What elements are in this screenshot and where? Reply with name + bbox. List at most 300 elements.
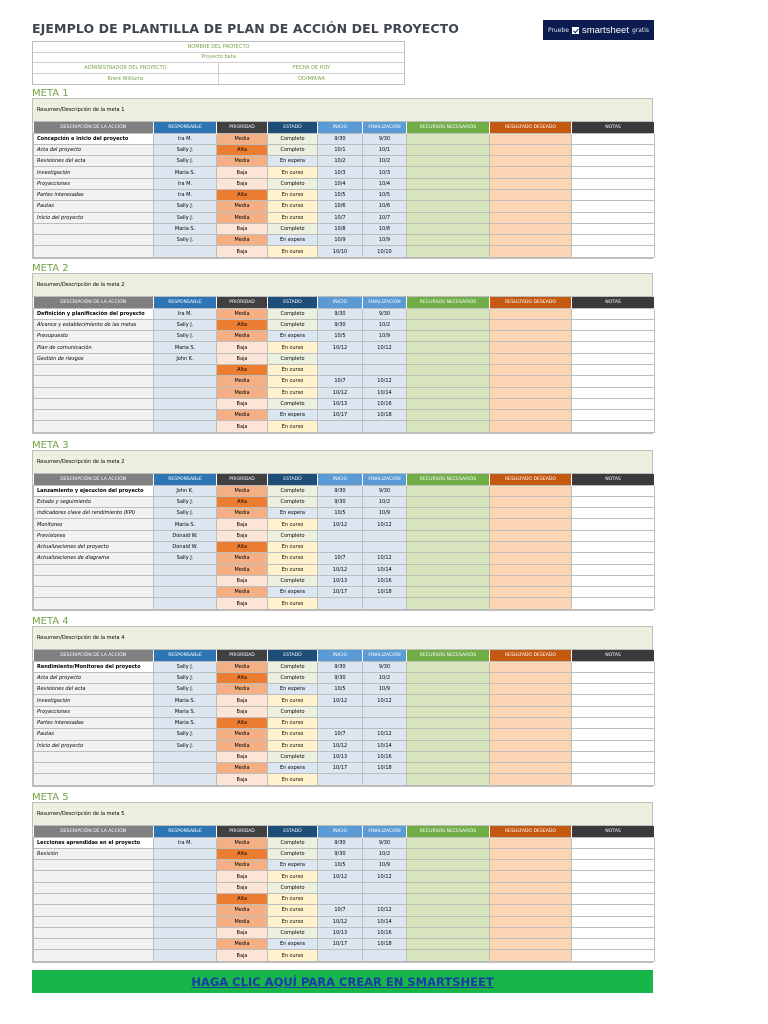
priority-cell[interactable]: Media — [217, 387, 268, 398]
action-description-cell[interactable] — [34, 751, 154, 762]
start-date-cell[interactable]: 9/30 — [318, 661, 363, 672]
start-date-cell[interactable]: 9/30 — [318, 133, 363, 144]
desired-result-cell[interactable] — [490, 672, 572, 683]
start-date-cell[interactable] — [318, 364, 363, 375]
priority-cell[interactable]: Alta — [217, 717, 268, 728]
start-date-cell[interactable]: 10/17 — [318, 939, 363, 950]
end-date-cell[interactable] — [363, 882, 407, 893]
admin-value[interactable]: Brent Williams — [107, 75, 144, 82]
resources-cell[interactable] — [407, 353, 490, 364]
status-cell[interactable]: En espera — [268, 331, 318, 342]
priority-cell[interactable]: Media — [217, 684, 268, 695]
start-date-cell[interactable]: 10/17 — [318, 587, 363, 598]
action-description-cell[interactable] — [34, 763, 154, 774]
resources-cell[interactable] — [407, 235, 490, 246]
responsible-cell[interactable]: Maria S. — [154, 167, 217, 178]
status-cell[interactable]: En curso — [268, 871, 318, 882]
notes-cell[interactable] — [572, 342, 655, 353]
desired-result-cell[interactable] — [490, 905, 572, 916]
status-cell[interactable]: En curso — [268, 189, 318, 200]
end-date-cell[interactable]: 10/16 — [363, 575, 407, 586]
desired-result-cell[interactable] — [490, 939, 572, 950]
status-cell[interactable]: Completo — [268, 398, 318, 409]
action-description-cell[interactable]: Rendimiento/Monitoreo del proyecto — [34, 661, 154, 672]
resources-cell[interactable] — [407, 893, 490, 904]
status-cell[interactable]: En curso — [268, 893, 318, 904]
start-date-cell[interactable]: 9/30 — [318, 848, 363, 859]
priority-cell[interactable]: Media — [217, 860, 268, 871]
resources-cell[interactable] — [407, 598, 490, 609]
status-cell[interactable]: Completo — [268, 575, 318, 586]
desired-result-cell[interactable] — [490, 774, 572, 785]
action-description-cell[interactable]: Concepción e inicio del proyecto — [34, 133, 154, 144]
action-description-cell[interactable]: Partes interesadas — [34, 189, 154, 200]
desired-result-cell[interactable] — [490, 882, 572, 893]
status-cell[interactable]: En curso — [268, 364, 318, 375]
action-description-cell[interactable]: Revisiones del acta — [34, 156, 154, 167]
status-cell[interactable]: Completo — [268, 178, 318, 189]
notes-cell[interactable] — [572, 189, 655, 200]
desired-result-cell[interactable] — [490, 695, 572, 706]
end-date-cell[interactable]: 10/8 — [363, 223, 407, 234]
end-date-cell[interactable]: 10/3 — [363, 167, 407, 178]
responsible-cell[interactable] — [154, 882, 217, 893]
priority-cell[interactable]: Baja — [217, 246, 268, 257]
end-date-cell[interactable] — [363, 774, 407, 785]
start-date-cell[interactable] — [318, 353, 363, 364]
notes-cell[interactable] — [572, 331, 655, 342]
desired-result-cell[interactable] — [490, 485, 572, 496]
date-value[interactable]: DD/MM/AA — [218, 74, 404, 85]
notes-cell[interactable] — [572, 376, 655, 387]
status-cell[interactable]: Completo — [268, 837, 318, 848]
notes-cell[interactable] — [572, 717, 655, 728]
priority-cell[interactable]: Media — [217, 235, 268, 246]
notes-cell[interactable] — [572, 763, 655, 774]
start-date-cell[interactable]: 10/13 — [318, 927, 363, 938]
priority-cell[interactable]: Alta — [217, 496, 268, 507]
priority-cell[interactable]: Media — [217, 553, 268, 564]
end-date-cell[interactable]: 10/1 — [363, 144, 407, 155]
resources-cell[interactable] — [407, 376, 490, 387]
resources-cell[interactable] — [407, 519, 490, 530]
action-description-cell[interactable] — [34, 376, 154, 387]
action-description-cell[interactable] — [34, 774, 154, 785]
action-description-cell[interactable]: Investigación — [34, 695, 154, 706]
status-cell[interactable]: Completo — [268, 144, 318, 155]
start-date-cell[interactable]: 10/12 — [318, 916, 363, 927]
desired-result-cell[interactable] — [490, 751, 572, 762]
status-cell[interactable]: Completo — [268, 882, 318, 893]
status-cell[interactable]: Completo — [268, 496, 318, 507]
priority-cell[interactable]: Media — [217, 740, 268, 751]
notes-cell[interactable] — [572, 916, 655, 927]
responsible-cell[interactable]: Sally J. — [154, 661, 217, 672]
priority-cell[interactable]: Baja — [217, 575, 268, 586]
responsible-cell[interactable]: Sally J. — [154, 553, 217, 564]
notes-cell[interactable] — [572, 235, 655, 246]
start-date-cell[interactable]: 9/30 — [318, 485, 363, 496]
start-date-cell[interactable]: 10/7 — [318, 553, 363, 564]
resources-cell[interactable] — [407, 575, 490, 586]
action-description-cell[interactable] — [34, 598, 154, 609]
end-date-cell[interactable]: 10/12 — [363, 871, 407, 882]
meta-summary[interactable]: Resumen/Descripción de la meta 1 — [33, 99, 652, 122]
resources-cell[interactable] — [407, 553, 490, 564]
responsible-cell[interactable]: Sally J. — [154, 729, 217, 740]
resources-cell[interactable] — [407, 717, 490, 728]
notes-cell[interactable] — [572, 353, 655, 364]
status-cell[interactable]: Completo — [268, 223, 318, 234]
resources-cell[interactable] — [407, 740, 490, 751]
status-cell[interactable]: En curso — [268, 541, 318, 552]
end-date-cell[interactable] — [363, 598, 407, 609]
responsible-cell[interactable] — [154, 410, 217, 421]
status-cell[interactable]: Completo — [268, 353, 318, 364]
desired-result-cell[interactable] — [490, 342, 572, 353]
desired-result-cell[interactable] — [490, 871, 572, 882]
desired-result-cell[interactable] — [490, 223, 572, 234]
start-date-cell[interactable]: 10/5 — [318, 508, 363, 519]
resources-cell[interactable] — [407, 178, 490, 189]
end-date-cell[interactable]: 10/12 — [363, 695, 407, 706]
responsible-cell[interactable] — [154, 376, 217, 387]
status-cell[interactable]: En curso — [268, 564, 318, 575]
start-date-cell[interactable]: 10/3 — [318, 167, 363, 178]
responsible-cell[interactable]: Sally J. — [154, 156, 217, 167]
status-cell[interactable]: Completo — [268, 530, 318, 541]
priority-cell[interactable]: Alta — [217, 319, 268, 330]
action-description-cell[interactable]: Estado y seguimiento — [34, 496, 154, 507]
status-cell[interactable]: En curso — [268, 905, 318, 916]
end-date-cell[interactable]: 10/12 — [363, 729, 407, 740]
resources-cell[interactable] — [407, 587, 490, 598]
status-cell[interactable]: En espera — [268, 684, 318, 695]
start-date-cell[interactable]: 9/30 — [318, 672, 363, 683]
notes-cell[interactable] — [572, 905, 655, 916]
start-date-cell[interactable] — [318, 421, 363, 432]
end-date-cell[interactable] — [363, 893, 407, 904]
resources-cell[interactable] — [407, 672, 490, 683]
desired-result-cell[interactable] — [490, 553, 572, 564]
priority-cell[interactable]: Media — [217, 661, 268, 672]
end-date-cell[interactable]: 10/18 — [363, 410, 407, 421]
resources-cell[interactable] — [407, 939, 490, 950]
action-description-cell[interactable]: Partes interesadas — [34, 717, 154, 728]
resources-cell[interactable] — [407, 246, 490, 257]
action-description-cell[interactable] — [34, 950, 154, 961]
responsible-cell[interactable] — [154, 246, 217, 257]
action-description-cell[interactable] — [34, 223, 154, 234]
start-date-cell[interactable] — [318, 893, 363, 904]
action-description-cell[interactable]: Revisiones del acta — [34, 684, 154, 695]
action-description-cell[interactable]: Proyecciones — [34, 706, 154, 717]
desired-result-cell[interactable] — [490, 144, 572, 155]
status-cell[interactable]: En curso — [268, 695, 318, 706]
desired-result-cell[interactable] — [490, 353, 572, 364]
notes-cell[interactable] — [572, 387, 655, 398]
action-description-cell[interactable] — [34, 421, 154, 432]
resources-cell[interactable] — [407, 905, 490, 916]
status-cell[interactable]: Completo — [268, 751, 318, 762]
end-date-cell[interactable] — [363, 353, 407, 364]
end-date-cell[interactable]: 10/16 — [363, 398, 407, 409]
notes-cell[interactable] — [572, 156, 655, 167]
notes-cell[interactable] — [572, 410, 655, 421]
responsible-cell[interactable]: Donald W. — [154, 541, 217, 552]
priority-cell[interactable]: Alta — [217, 364, 268, 375]
resources-cell[interactable] — [407, 410, 490, 421]
priority-cell[interactable]: Baja — [217, 353, 268, 364]
responsible-cell[interactable] — [154, 398, 217, 409]
notes-cell[interactable] — [572, 364, 655, 375]
desired-result-cell[interactable] — [490, 519, 572, 530]
notes-cell[interactable] — [572, 553, 655, 564]
end-date-cell[interactable]: 10/2 — [363, 848, 407, 859]
status-cell[interactable]: En curso — [268, 950, 318, 961]
resources-cell[interactable] — [407, 308, 490, 319]
desired-result-cell[interactable] — [490, 410, 572, 421]
start-date-cell[interactable]: 10/5 — [318, 331, 363, 342]
responsible-cell[interactable]: Maria S. — [154, 223, 217, 234]
notes-cell[interactable] — [572, 319, 655, 330]
action-description-cell[interactable]: Proyecciones — [34, 178, 154, 189]
notes-cell[interactable] — [572, 598, 655, 609]
resources-cell[interactable] — [407, 398, 490, 409]
start-date-cell[interactable]: 10/9 — [318, 235, 363, 246]
desired-result-cell[interactable] — [490, 308, 572, 319]
priority-cell[interactable]: Media — [217, 587, 268, 598]
desired-result-cell[interactable] — [490, 729, 572, 740]
priority-cell[interactable]: Media — [217, 729, 268, 740]
resources-cell[interactable] — [407, 774, 490, 785]
action-description-cell[interactable]: Inicio del proyecto — [34, 212, 154, 223]
end-date-cell[interactable] — [363, 717, 407, 728]
desired-result-cell[interactable] — [490, 706, 572, 717]
notes-cell[interactable] — [572, 927, 655, 938]
resources-cell[interactable] — [407, 167, 490, 178]
priority-cell[interactable]: Media — [217, 156, 268, 167]
end-date-cell[interactable]: 10/14 — [363, 387, 407, 398]
priority-cell[interactable]: Media — [217, 564, 268, 575]
resources-cell[interactable] — [407, 342, 490, 353]
action-description-cell[interactable]: Acta del proyecto — [34, 144, 154, 155]
start-date-cell[interactable]: 10/1 — [318, 144, 363, 155]
priority-cell[interactable]: Media — [217, 508, 268, 519]
responsible-cell[interactable]: Maria S. — [154, 717, 217, 728]
action-description-cell[interactable] — [34, 398, 154, 409]
action-description-cell[interactable]: Indicadores clave del rendimiento (KPI) — [34, 508, 154, 519]
end-date-cell[interactable]: 10/9 — [363, 235, 407, 246]
start-date-cell[interactable]: 10/10 — [318, 246, 363, 257]
desired-result-cell[interactable] — [490, 860, 572, 871]
action-description-cell[interactable]: Gestión de riesgos — [34, 353, 154, 364]
action-description-cell[interactable]: Monitoreo — [34, 519, 154, 530]
responsible-cell[interactable] — [154, 421, 217, 432]
priority-cell[interactable]: Baja — [217, 751, 268, 762]
end-date-cell[interactable]: 10/16 — [363, 927, 407, 938]
resources-cell[interactable] — [407, 860, 490, 871]
notes-cell[interactable] — [572, 893, 655, 904]
priority-cell[interactable]: Baja — [217, 398, 268, 409]
action-description-cell[interactable]: Actualizaciones de diagrama — [34, 553, 154, 564]
end-date-cell[interactable]: 10/12 — [363, 553, 407, 564]
start-date-cell[interactable] — [318, 950, 363, 961]
end-date-cell[interactable]: 10/14 — [363, 564, 407, 575]
responsible-cell[interactable]: Sally J. — [154, 331, 217, 342]
status-cell[interactable]: En curso — [268, 201, 318, 212]
end-date-cell[interactable]: 10/4 — [363, 178, 407, 189]
create-in-smartsheet-button[interactable] — [32, 970, 653, 993]
notes-cell[interactable] — [572, 575, 655, 586]
responsible-cell[interactable]: Ira M. — [154, 308, 217, 319]
resources-cell[interactable] — [407, 508, 490, 519]
resources-cell[interactable] — [407, 950, 490, 961]
status-cell[interactable]: Completo — [268, 927, 318, 938]
desired-result-cell[interactable] — [490, 587, 572, 598]
resources-cell[interactable] — [407, 684, 490, 695]
resources-cell[interactable] — [407, 848, 490, 859]
responsible-cell[interactable]: Sally J. — [154, 201, 217, 212]
priority-cell[interactable]: Media — [217, 331, 268, 342]
status-cell[interactable]: En espera — [268, 235, 318, 246]
notes-cell[interactable] — [572, 740, 655, 751]
start-date-cell[interactable]: 10/12 — [318, 564, 363, 575]
resources-cell[interactable] — [407, 319, 490, 330]
resources-cell[interactable] — [407, 871, 490, 882]
start-date-cell[interactable] — [318, 706, 363, 717]
start-date-cell[interactable]: 10/7 — [318, 729, 363, 740]
end-date-cell[interactable]: 10/18 — [363, 763, 407, 774]
priority-cell[interactable]: Baja — [217, 178, 268, 189]
desired-result-cell[interactable] — [490, 848, 572, 859]
responsible-cell[interactable]: Sally J. — [154, 740, 217, 751]
end-date-cell[interactable]: 10/5 — [363, 189, 407, 200]
responsible-cell[interactable] — [154, 774, 217, 785]
notes-cell[interactable] — [572, 496, 655, 507]
notes-cell[interactable] — [572, 398, 655, 409]
action-description-cell[interactable] — [34, 587, 154, 598]
start-date-cell[interactable]: 10/6 — [318, 201, 363, 212]
start-date-cell[interactable]: 10/7 — [318, 376, 363, 387]
notes-cell[interactable] — [572, 308, 655, 319]
responsible-cell[interactable] — [154, 598, 217, 609]
action-description-cell[interactable]: Alcance y establecimiento de las metas — [34, 319, 154, 330]
notes-cell[interactable] — [572, 882, 655, 893]
notes-cell[interactable] — [572, 246, 655, 257]
desired-result-cell[interactable] — [490, 331, 572, 342]
start-date-cell[interactable]: 9/30 — [318, 837, 363, 848]
end-date-cell[interactable]: 10/9 — [363, 508, 407, 519]
status-cell[interactable]: Completo — [268, 672, 318, 683]
responsible-cell[interactable]: Sally J. — [154, 144, 217, 155]
start-date-cell[interactable]: 9/30 — [318, 496, 363, 507]
responsible-cell[interactable] — [154, 860, 217, 871]
resources-cell[interactable] — [407, 706, 490, 717]
end-date-cell[interactable]: 9/30 — [363, 837, 407, 848]
responsible-cell[interactable]: Maria S. — [154, 342, 217, 353]
cta-link-text[interactable]: HAGA CLIC AQUÍ PARA CREAR EN SMARTSHEET — [191, 974, 494, 989]
action-description-cell[interactable]: Definición y planificación del proyecto — [34, 308, 154, 319]
notes-cell[interactable] — [572, 212, 655, 223]
action-description-cell[interactable]: Presupuesto — [34, 331, 154, 342]
resources-cell[interactable] — [407, 364, 490, 375]
desired-result-cell[interactable] — [490, 189, 572, 200]
end-date-cell[interactable]: 10/16 — [363, 751, 407, 762]
resources-cell[interactable] — [407, 837, 490, 848]
start-date-cell[interactable]: 10/12 — [318, 695, 363, 706]
start-date-cell[interactable] — [318, 530, 363, 541]
status-cell[interactable]: En curso — [268, 246, 318, 257]
desired-result-cell[interactable] — [490, 167, 572, 178]
responsible-cell[interactable]: Sally J. — [154, 212, 217, 223]
end-date-cell[interactable]: 10/12 — [363, 519, 407, 530]
status-cell[interactable]: Completo — [268, 848, 318, 859]
status-cell[interactable]: En curso — [268, 342, 318, 353]
meta-summary[interactable]: Resumen/Descripción de la meta 5 — [33, 803, 652, 826]
desired-result-cell[interactable] — [490, 178, 572, 189]
start-date-cell[interactable]: 9/30 — [318, 319, 363, 330]
desired-result-cell[interactable] — [490, 717, 572, 728]
start-date-cell[interactable]: 10/13 — [318, 398, 363, 409]
notes-cell[interactable] — [572, 684, 655, 695]
desired-result-cell[interactable] — [490, 950, 572, 961]
notes-cell[interactable] — [572, 144, 655, 155]
status-cell[interactable]: En espera — [268, 860, 318, 871]
resources-cell[interactable] — [407, 387, 490, 398]
start-date-cell[interactable]: 10/12 — [318, 519, 363, 530]
start-date-cell[interactable] — [318, 717, 363, 728]
responsible-cell[interactable]: Maria S. — [154, 706, 217, 717]
responsible-cell[interactable] — [154, 950, 217, 961]
end-date-cell[interactable]: 10/2 — [363, 319, 407, 330]
status-cell[interactable]: En espera — [268, 156, 318, 167]
start-date-cell[interactable]: 10/5 — [318, 860, 363, 871]
desired-result-cell[interactable] — [490, 763, 572, 774]
end-date-cell[interactable] — [363, 364, 407, 375]
resources-cell[interactable] — [407, 331, 490, 342]
start-date-cell[interactable] — [318, 598, 363, 609]
responsible-cell[interactable] — [154, 387, 217, 398]
end-date-cell[interactable] — [363, 541, 407, 552]
resources-cell[interactable] — [407, 144, 490, 155]
action-description-cell[interactable] — [34, 364, 154, 375]
end-date-cell[interactable]: 10/9 — [363, 684, 407, 695]
priority-cell[interactable]: Baja — [217, 421, 268, 432]
responsible-cell[interactable] — [154, 848, 217, 859]
desired-result-cell[interactable] — [490, 575, 572, 586]
priority-cell[interactable]: Baja — [217, 882, 268, 893]
responsible-cell[interactable]: John K. — [154, 353, 217, 364]
end-date-cell[interactable]: 10/14 — [363, 916, 407, 927]
meta-summary[interactable]: Resumen/Descripción de la meta 2 — [33, 451, 652, 474]
priority-cell[interactable]: Baja — [217, 695, 268, 706]
desired-result-cell[interactable] — [490, 387, 572, 398]
responsible-cell[interactable] — [154, 575, 217, 586]
priority-cell[interactable]: Media — [217, 308, 268, 319]
responsible-cell[interactable] — [154, 364, 217, 375]
notes-cell[interactable] — [572, 485, 655, 496]
action-description-cell[interactable]: Revisión — [34, 848, 154, 859]
end-date-cell[interactable]: 10/12 — [363, 905, 407, 916]
responsible-cell[interactable]: John K. — [154, 485, 217, 496]
status-cell[interactable]: En espera — [268, 410, 318, 421]
priority-cell[interactable]: Media — [217, 133, 268, 144]
responsible-cell[interactable]: Sally J. — [154, 684, 217, 695]
priority-cell[interactable]: Baja — [217, 950, 268, 961]
responsible-cell[interactable]: Ira M. — [154, 178, 217, 189]
notes-cell[interactable] — [572, 695, 655, 706]
